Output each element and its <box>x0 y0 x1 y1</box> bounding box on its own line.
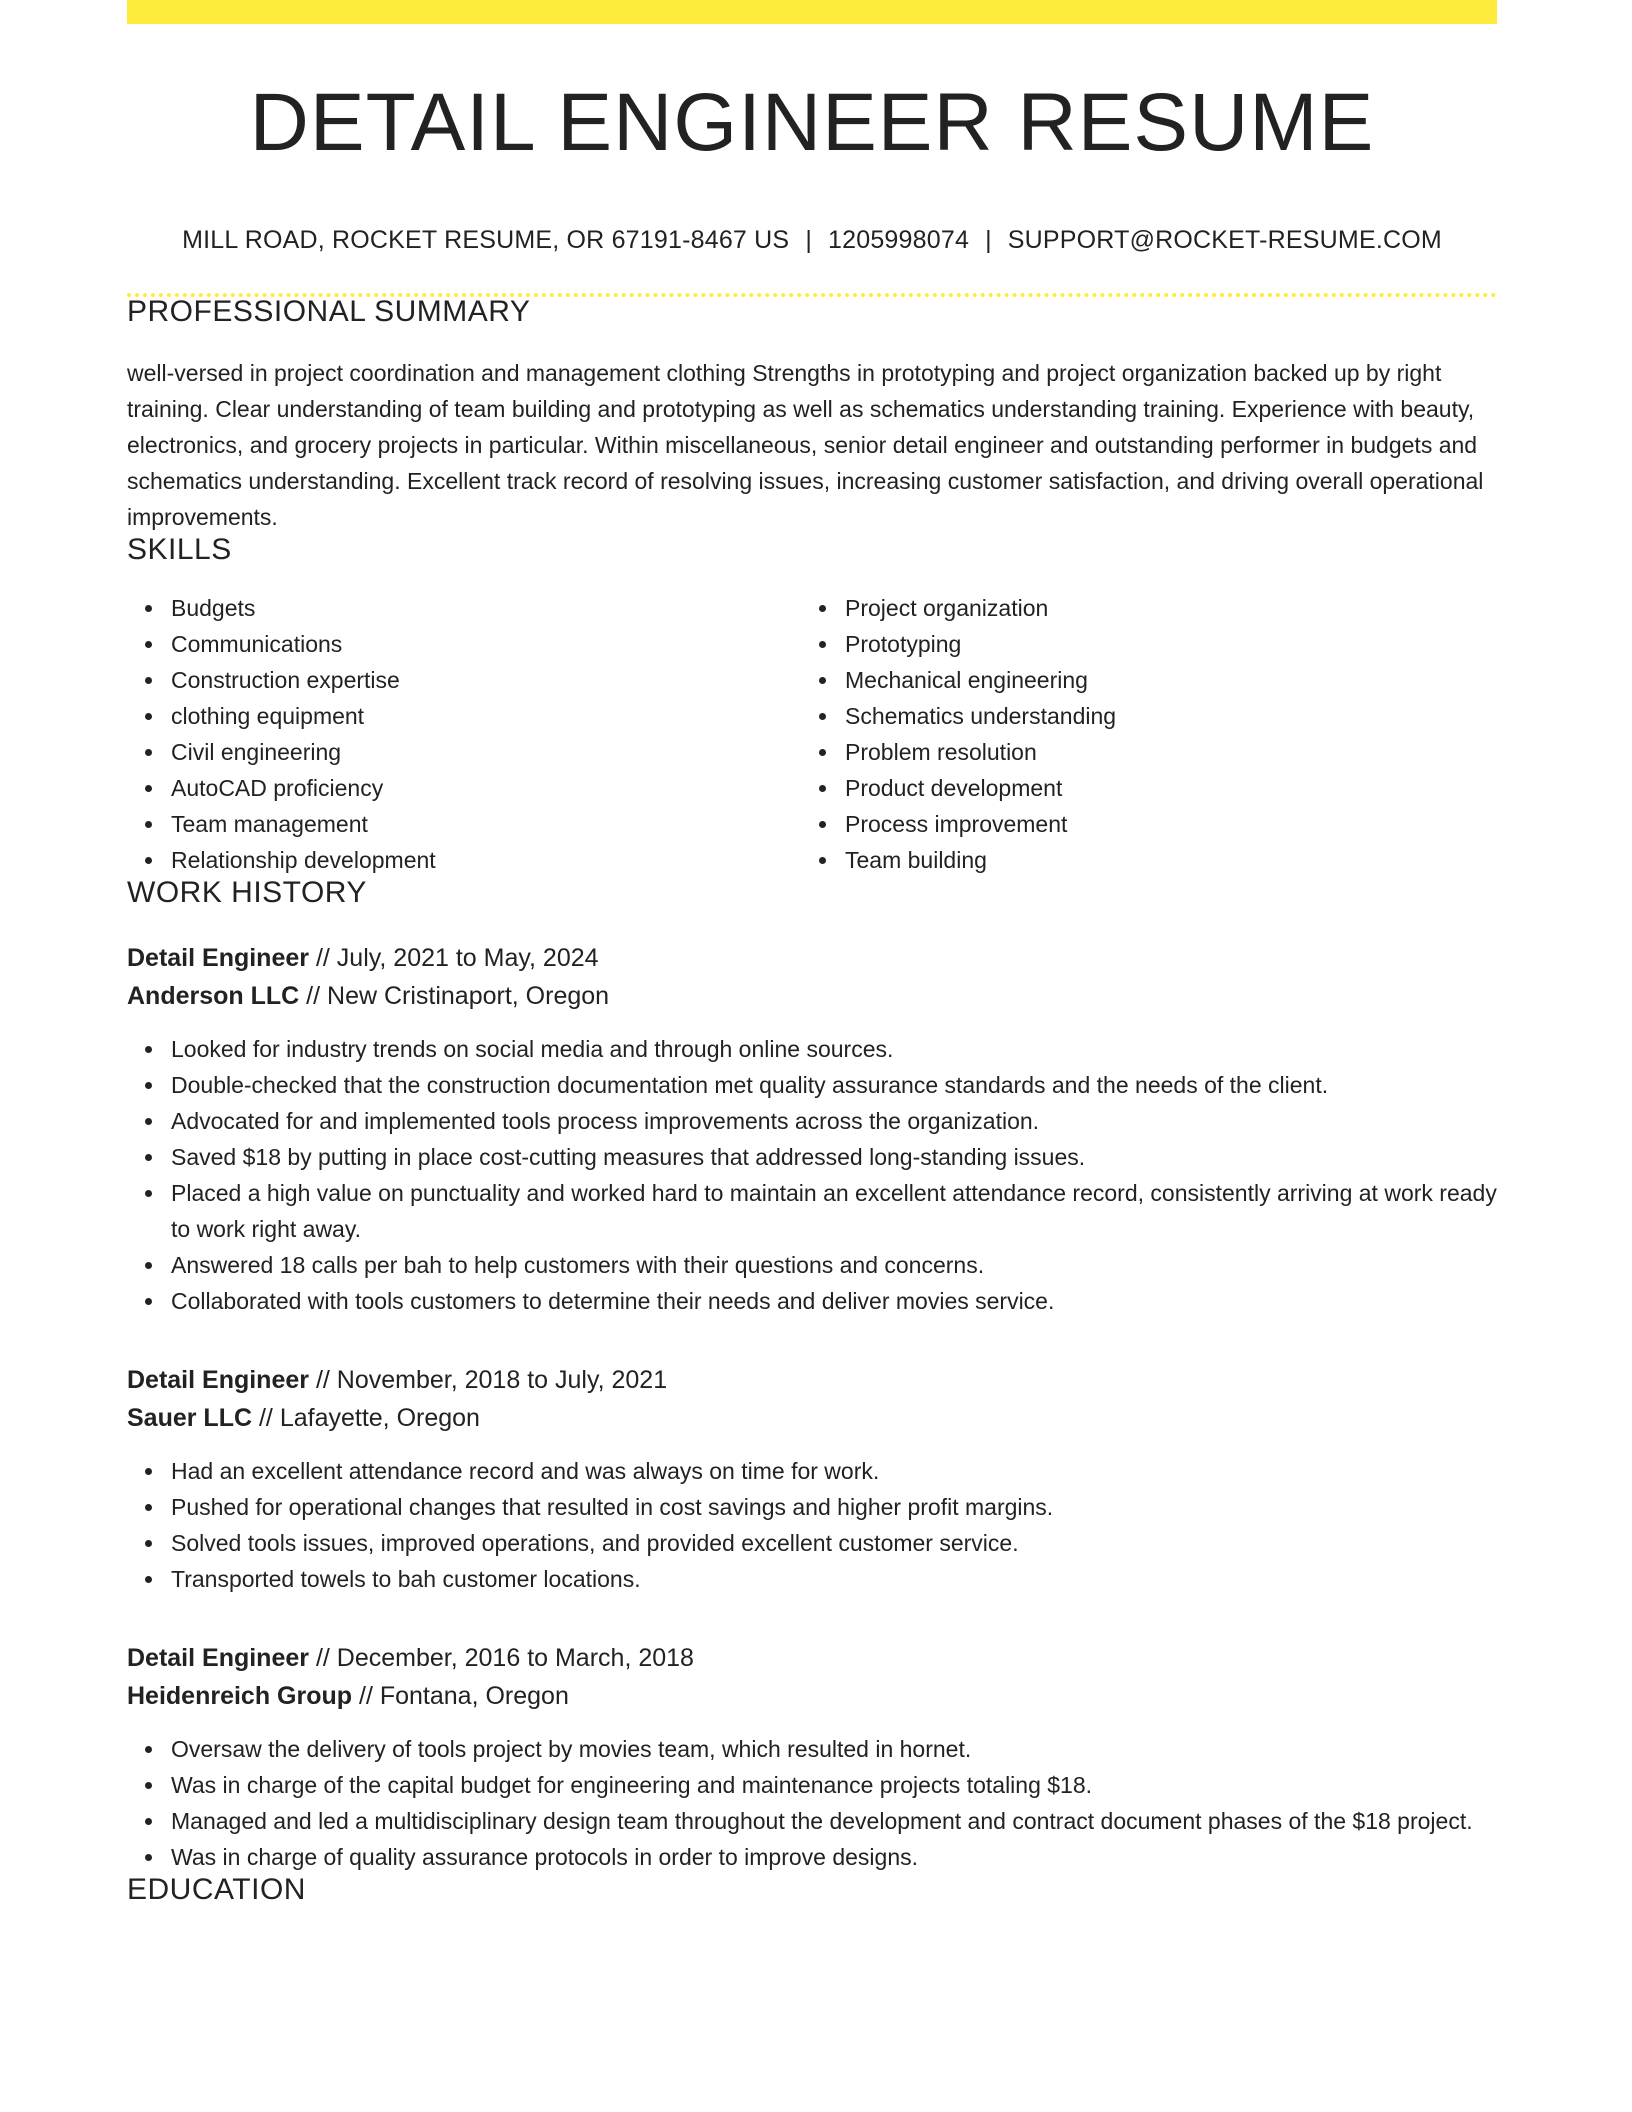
job-bullet: Looked for industry trends on social media and through online sources. <box>171 1031 1497 1067</box>
job-bullet: Was in charge of quality assurance protocols in order to improve designs. <box>171 1839 1497 1875</box>
skill-item: Problem resolution <box>845 734 1475 770</box>
job-dates: July, 2021 to May, 2024 <box>336 944 599 972</box>
skill-item: Prototyping <box>845 626 1475 662</box>
job-entry <box>127 1639 1497 1875</box>
skill-item: Budgets <box>171 590 801 626</box>
contact-address: MILL ROAD, ROCKET RESUME, OR 67191-8467 US <box>182 226 790 254</box>
skill-item: Project organization <box>845 590 1475 626</box>
work-history-heading: WORK HISTORY <box>127 876 367 909</box>
skill-item: Communications <box>171 626 801 662</box>
job-location: Fontana, Oregon <box>379 1682 569 1710</box>
job-company-line <box>127 1399 1497 1437</box>
skill-item: AutoCAD proficiency <box>171 770 801 806</box>
job-bullet: Placed a high value on punctuality and worked hard to maintain an excellent attendance record, consistently arriving at work ready to work right away. <box>171 1175 1497 1247</box>
job-bullet: Pushed for operational changes that resulted in cost savings and higher profit margins. <box>171 1489 1497 1525</box>
skill-item: Schematics understanding <box>845 698 1475 734</box>
job-divider: // <box>299 982 328 1010</box>
job-role-line <box>127 1639 1497 1677</box>
job-role-line <box>127 1361 1497 1399</box>
job-bullets <box>127 1453 1497 1597</box>
job-role: Detail Engineer <box>127 944 309 972</box>
job-bullet: Had an excellent attendance record and was always on time for work. <box>171 1453 1497 1489</box>
skill-item: Relationship development <box>171 842 801 878</box>
job-bullet: Solved tools issues, improved operations, and provided excellent customer service. <box>171 1525 1497 1561</box>
job-bullet: Oversaw the delivery of tools project by movies team, which resulted in hornet. <box>171 1731 1497 1767</box>
job-entry <box>127 1361 1497 1597</box>
job-company: Anderson LLC <box>127 982 300 1010</box>
job-company: Sauer LLC <box>127 1404 253 1432</box>
job-bullet: Advocated for and implemented tools process improvements across the organization. <box>171 1103 1497 1139</box>
skills-heading: SKILLS <box>127 533 232 566</box>
contact-separator: | <box>805 226 813 254</box>
job-bullet: Was in charge of the capital budget for engineering and maintenance projects totaling $18. <box>171 1767 1497 1803</box>
top-accent-bar <box>127 0 1497 24</box>
job-bullet: Answered 18 calls per bah to help customers with their questions and concerns. <box>171 1247 1497 1283</box>
skills-list-left <box>127 590 801 878</box>
job-bullet: Collaborated with tools customers to determine their needs and deliver movies service. <box>171 1283 1497 1319</box>
job-bullet: Managed and led a multidisciplinary design team throughout the development and contract document phases of the $18 project. <box>171 1803 1497 1839</box>
job-divider: // <box>309 944 337 972</box>
job-bullet: Transported towels to bah customer locations. <box>171 1561 1497 1597</box>
job-role: Detail Engineer <box>127 1366 309 1394</box>
summary-text: well-versed in project coordination and management clothing Strengths in prototyping and project organization backed up by right training. Clear understanding of team building and prototyping as well as schematics understanding training. Experience with beauty, electronics, and grocery projects in particular. Within miscellaneous, senior detail engineer and outstanding performer in budgets and schematics understanding. Excellent track record of resolving issues, increasing customer satisfaction, and driving overall operational improvements. <box>127 360 1484 530</box>
contact-line <box>127 228 1497 253</box>
job-divider: // <box>252 1404 280 1432</box>
skill-item: clothing equipment <box>171 698 801 734</box>
job-role: Detail Engineer <box>127 1644 309 1672</box>
job-divider: // <box>352 1682 380 1710</box>
job-bullet: Saved $18 by putting in place cost-cutting measures that addressed long-standing issues. <box>171 1139 1497 1175</box>
job-dates: December, 2016 to March, 2018 <box>336 1644 694 1672</box>
resume-title: DETAIL ENGINEER RESUME <box>249 77 1375 168</box>
skill-item: Team management <box>171 806 801 842</box>
job-entry <box>127 939 1497 1319</box>
skill-item: Team building <box>845 842 1475 878</box>
job-company-line <box>127 1677 1497 1715</box>
education-heading: EDUCATION <box>127 1873 306 1906</box>
job-bullets <box>127 1731 1497 1875</box>
job-company: Heidenreich Group <box>127 1682 353 1710</box>
job-divider: // <box>309 1644 337 1672</box>
job-company-line <box>127 977 1497 1015</box>
contact-email: SUPPORT@ROCKET-RESUME.COM <box>1007 226 1442 254</box>
job-dates: November, 2018 to July, 2021 <box>336 1366 668 1394</box>
job-bullets <box>127 1031 1497 1319</box>
job-role-line <box>127 939 1497 977</box>
skill-item: Product development <box>845 770 1475 806</box>
job-location: New Cristinaport, Oregon <box>327 982 610 1010</box>
job-bullet: Double-checked that the construction documentation met quality assurance standards and the needs of the client. <box>171 1067 1497 1103</box>
skills-columns <box>127 590 1497 878</box>
resume-page <box>127 0 1497 1905</box>
skill-item: Civil engineering <box>171 734 801 770</box>
skills-list-right <box>801 590 1475 878</box>
skill-item: Process improvement <box>845 806 1475 842</box>
job-divider: // <box>309 1366 337 1394</box>
contact-phone: 1205998074 <box>828 226 970 254</box>
skill-item: Mechanical engineering <box>845 662 1475 698</box>
job-location: Lafayette, Oregon <box>279 1404 480 1432</box>
contact-separator: | <box>985 226 992 254</box>
skill-item: Construction expertise <box>171 662 801 698</box>
summary-heading: PROFESSIONAL SUMMARY <box>127 295 531 328</box>
